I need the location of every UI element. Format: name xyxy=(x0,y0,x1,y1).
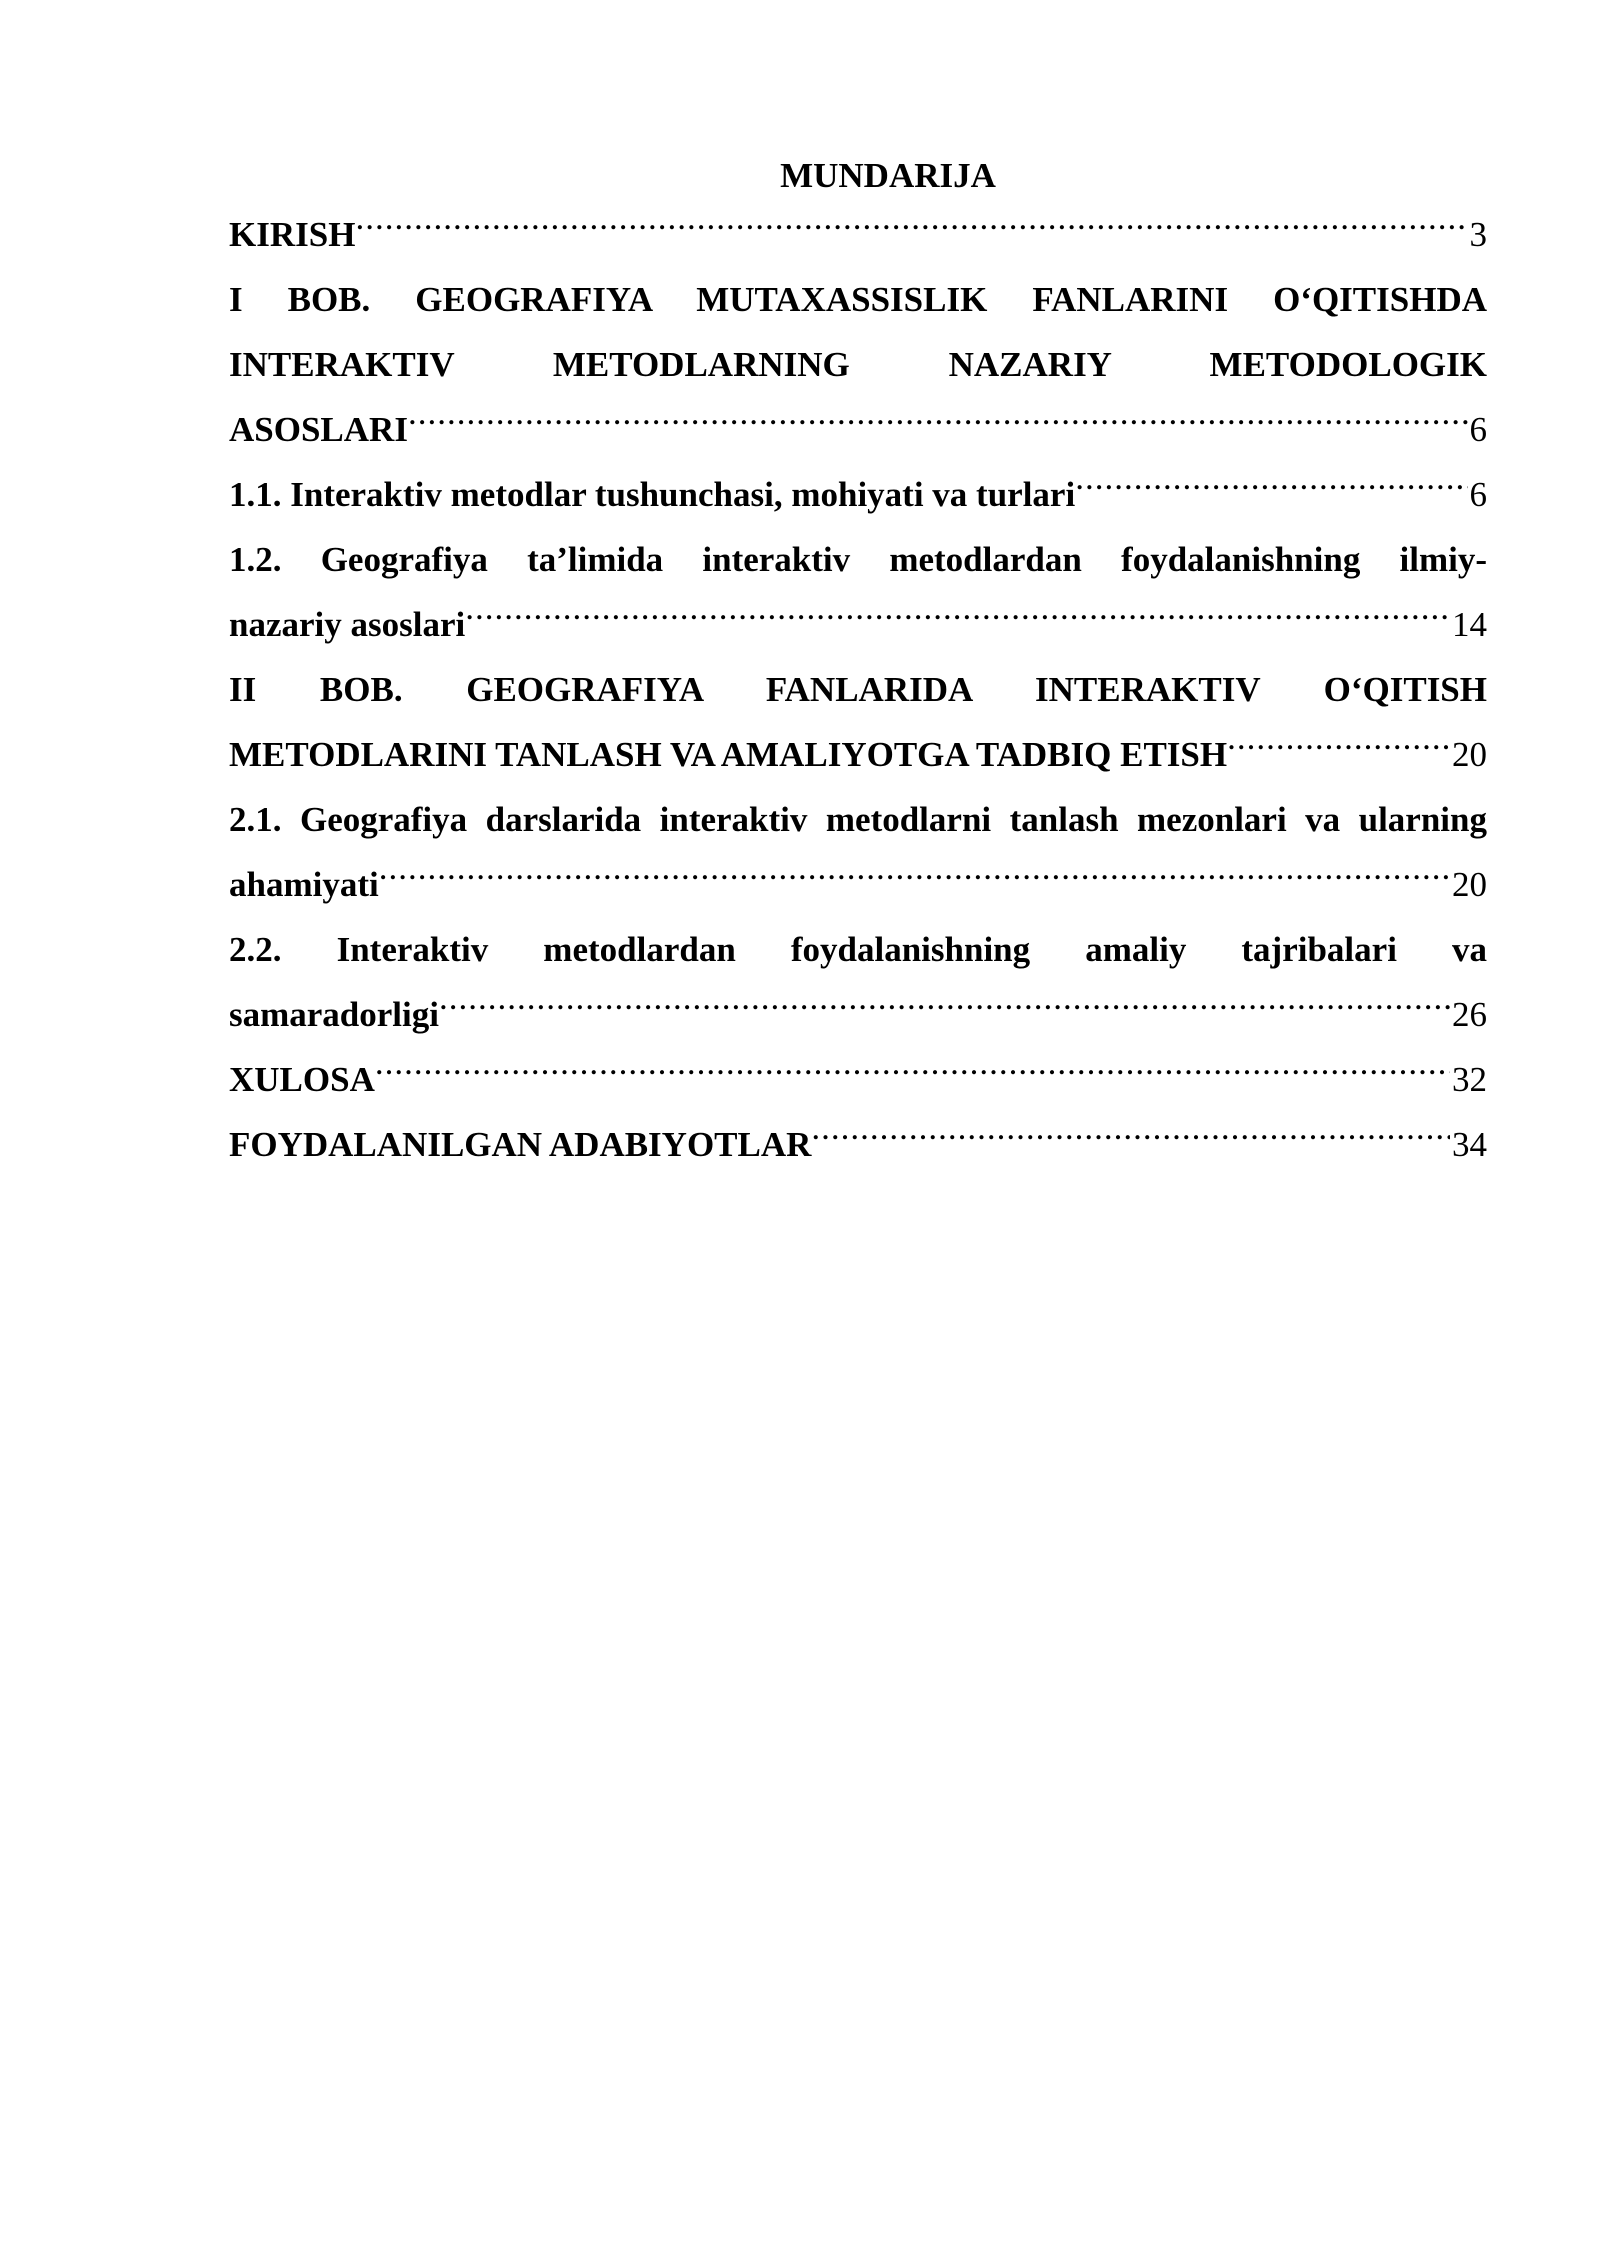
toc-page-number: 6 xyxy=(1469,475,1487,514)
toc-entry-references[interactable] xyxy=(229,1112,1487,1177)
toc-entry-xulosa[interactable] xyxy=(229,1047,1487,1112)
toc-entry-line xyxy=(229,592,1487,657)
toc-entry-line xyxy=(229,982,1487,1047)
toc-entry-section-1-2[interactable] xyxy=(229,527,1487,657)
leader-dots xyxy=(375,1056,1450,1091)
toc-entry-line xyxy=(229,397,1487,462)
leader-dots xyxy=(1075,471,1467,506)
leader-dots xyxy=(811,1121,1450,1156)
toc-entry-section-2-1[interactable] xyxy=(229,787,1487,917)
toc-entry-line xyxy=(229,852,1487,917)
toc-page-number: 26 xyxy=(1452,995,1487,1034)
table-of-contents xyxy=(229,202,1487,1177)
toc-entry-text: 1.1. Interaktiv metodlar tushunchasi, mohiyati va turlari xyxy=(229,475,1076,514)
toc-entry-line xyxy=(229,462,1487,527)
toc-entry-text-line: 2.2. Interaktiv metodlardan foydalanishning amaliy tajribalari va xyxy=(229,930,1487,969)
toc-entry-line xyxy=(229,1047,1487,1112)
toc-entry-text: METODLARINI TANLASH VA AMALIYOTGA TADBIQ ETISH xyxy=(229,735,1228,774)
toc-entry-text: XULOSA xyxy=(229,1060,375,1099)
toc-entry-text: nazariy asoslari xyxy=(229,605,466,644)
toc-entry-text-line: 2.1. Geografiya darslarida interaktiv metodlarni tanlash mezonlari va ularning xyxy=(229,800,1487,839)
leader-dots xyxy=(379,861,1450,896)
toc-entry-line xyxy=(229,1112,1487,1177)
toc-entry-text-line: INTERAKTIV METODLARNING NAZARIY METODOLOGIK xyxy=(229,345,1487,384)
leader-dots xyxy=(408,406,1468,441)
toc-entry-text-line: 1.2. Geografiya ta’limida interaktiv metodlardan foydalanishning ilmiy- xyxy=(229,540,1487,579)
toc-page-number: 34 xyxy=(1452,1125,1487,1164)
toc-entry-chapter-2[interactable] xyxy=(229,657,1487,787)
toc-entry-section-1-1[interactable] xyxy=(229,462,1487,527)
toc-entry-text-line: II BOB. GEOGRAFIYA FANLARIDA INTERAKTIV O‘QITISH xyxy=(229,670,1487,709)
toc-entry-text: ahamiyati xyxy=(229,865,379,904)
toc-entry-text: FOYDALANILGAN ADABIYOTLAR xyxy=(229,1125,812,1164)
toc-title: MUNDARIJA xyxy=(780,156,996,195)
leader-dots xyxy=(465,601,1450,636)
toc-entry-line xyxy=(229,202,1487,267)
toc-page-number: 14 xyxy=(1452,605,1487,644)
toc-entry-text: ASOSLARI xyxy=(229,410,408,449)
document-page xyxy=(229,150,1487,1177)
toc-entry-line xyxy=(229,722,1487,787)
toc-entry-kirish[interactable] xyxy=(229,202,1487,267)
toc-page-number: 6 xyxy=(1469,410,1487,449)
toc-entry-text: KIRISH xyxy=(229,215,356,254)
leader-dots xyxy=(355,211,1467,246)
toc-page-number: 32 xyxy=(1452,1060,1487,1099)
toc-page-number: 20 xyxy=(1452,865,1487,904)
toc-page-number: 3 xyxy=(1469,215,1487,254)
toc-entry-text-line: I BOB. GEOGRAFIYA MUTAXASSISLIK FANLARINI O‘QITISHDA xyxy=(229,280,1487,319)
toc-entry-section-2-2[interactable] xyxy=(229,917,1487,1047)
leader-dots xyxy=(439,991,1450,1026)
toc-page-number: 20 xyxy=(1452,735,1487,774)
toc-entry-text: samaradorligi xyxy=(229,995,439,1034)
leader-dots xyxy=(1227,731,1450,766)
toc-entry-chapter-1[interactable] xyxy=(229,267,1487,462)
